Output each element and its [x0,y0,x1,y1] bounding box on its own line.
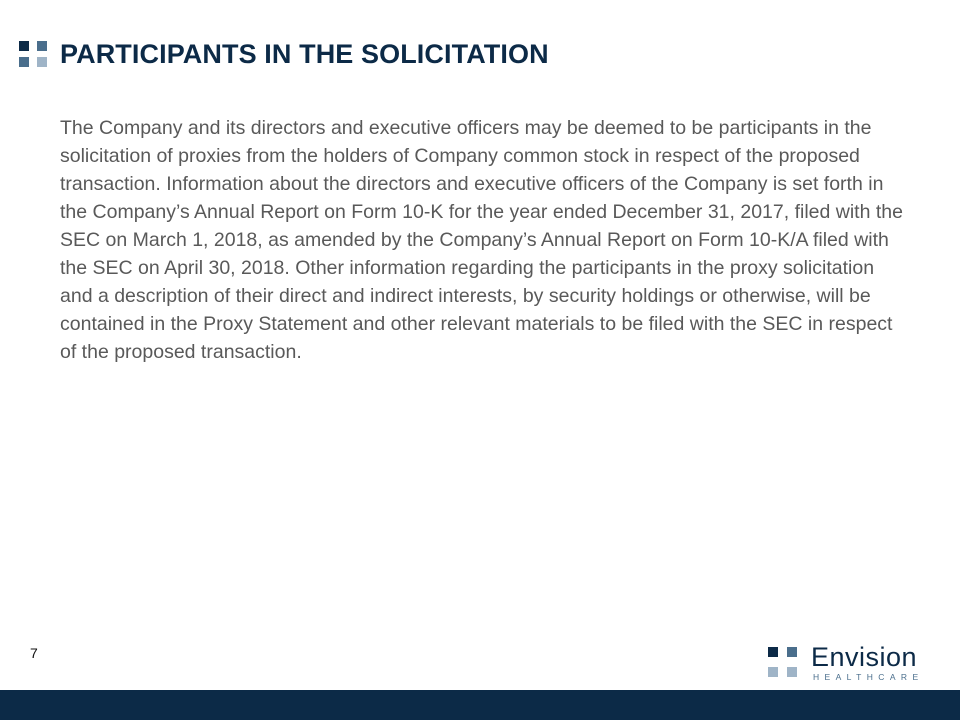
logo-tagline: HEALTHCARE [813,672,924,682]
envision-logo [768,642,928,685]
four-squares-icon [19,41,47,67]
logo-wordmark: Envision [811,642,918,672]
footer-bar [0,690,960,720]
slide-title: PARTICIPANTS IN THE SOLICITATION [60,39,549,69]
page-number: 7 [30,645,38,661]
body-paragraph: The Company and its directors and executive officers may be deemed to be participants in the solicitation of proxies from the holders of Company common stock in respect of the proposed transaction. Information about the directors and executive officers of the Company is set forth in the Company’s Annual Report on Form 10-K for the year ended December 31, 2017, filed with the SEC on March 1, 2018, as amended by the Company’s Annual Report on Form 10-K/A filed with the SEC on April 30, 2018. Other information regarding the participants in the proxy solicitation and a description of their direct and indirect interests, by security holdings or otherwise, will be contained in the Proxy Statement and other relevant materials to be filed with the SEC in respect of the proposed transaction. [60,117,903,363]
four-squares-logo-icon [768,647,800,679]
